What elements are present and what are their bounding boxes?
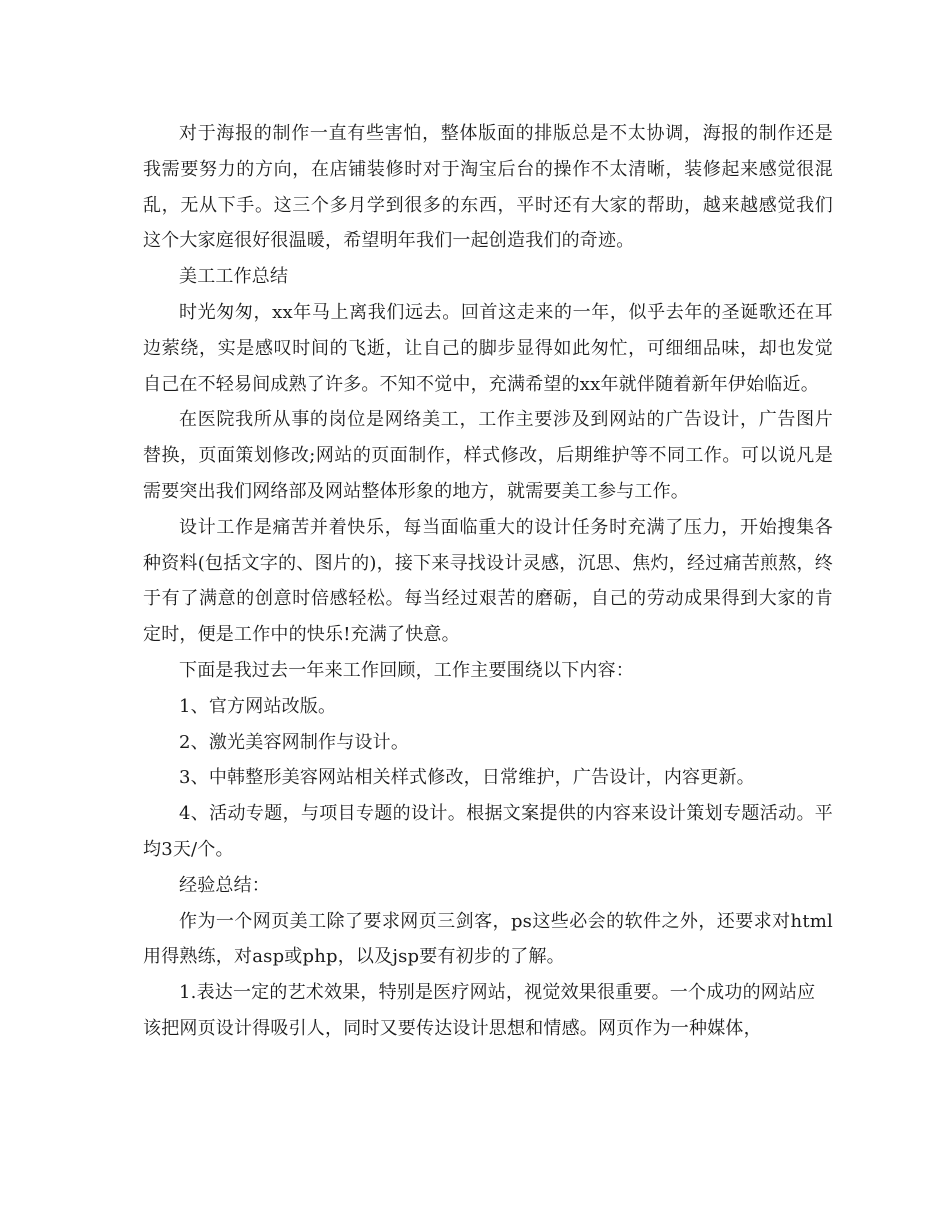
paragraph-poster-reflection: 对于海报的制作一直有些害怕，整体版面的排版总是不太协调，海报的制作还是我需要努力的方向，在店铺装修时对于淘宝后台的操作不太清晰，装修起来感觉很混乱，无从下手。这三个多月学到很多的东西，平时还有大家的帮助，越来越感觉我们这个大家庭很好很温暖，希望明年我们一起创造我们的奇迹。 [143,123,833,252]
paragraph-review-intro: 下面是我过去一年来工作回顾，工作主要围绕以下内容： [179,659,634,681]
paragraph-web-designer-skills: 作为一个网页美工除了要求网页三剑客，ps这些必会的软件之外，还要求对html用得熟练，对asp或php，以及jsp要有初步的了解。 [143,910,833,968]
list-item-3: 3、中韩整形美容网站相关样式修改，日常维护，广告设计，内容更新。 [179,767,755,789]
document-body [143,116,833,1047]
paragraph-artistic-effect: 1.表达一定的艺术效果，特别是医疗网站，视觉效果很重要。一个成功的网站应该把网页设计得吸引人，同时又要传达设计思想和情感。网页作为一种媒体， [143,982,816,1039]
list-item-1: 1、官方网站改版。 [179,695,337,717]
section-heading-art-work-summary: 美工工作总结 [179,266,289,288]
paragraph-time-passes: 时光匆匆，xx年马上离我们远去。回首这走来的一年，似乎去年的圣诞歌还在耳边萦绕，实是感叹时间的飞逝，让自己的脚步显得如此匆忙，可细细品味，却也发觉自己在不轻易间成熟了许多。不知不觉中，充满希望的xx年就伴随着新年伊始临近。 [143,301,833,395]
paragraph-design-pain-and-joy: 设计工作是痛苦并着快乐，每当面临重大的设计任务时充满了压力，开始搜集各种资料(包括文字的、图片的)，接下来寻找设计灵感，沉思、焦灼，经过痛苦煎熬，终于有了满意的创意时倍感轻松。每当经过艰苦的磨砺，自己的劳动成果得到大家的肯定时，便是工作中的快乐!充满了快意。 [143,516,833,646]
paragraph-job-role: 在医院我所从事的岗位是网络美工，工作主要涉及到网站的广告设计，广告图片替换，页面策划修改;网站的页面制作，样式修改，后期维护等不同工作。可以说凡是需要突出我们网络部及网站整体形象的地方，就需要美工参与工作。 [143,409,833,502]
section-heading-experience-summary: 经验总结： [179,874,270,896]
list-item-4: 4、活动专题，与项目专题的设计。根据文案提供的内容来设计策划专题活动。平均3天/个。 [143,803,833,860]
list-item-2: 2、激光美容网制作与设计。 [179,731,410,753]
